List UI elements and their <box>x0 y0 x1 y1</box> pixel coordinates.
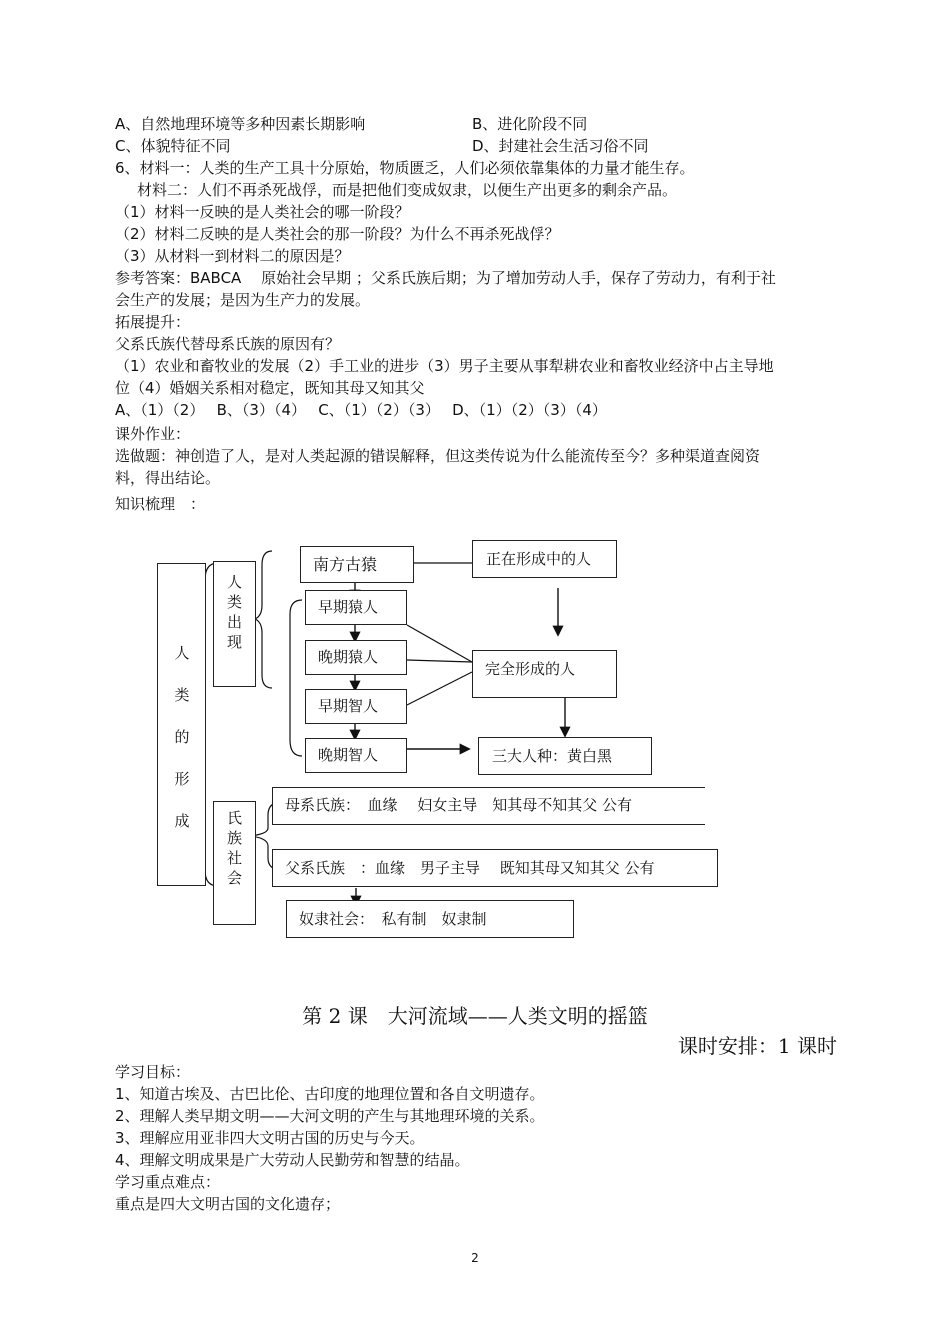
slave-society-box <box>286 900 574 938</box>
root-char-4: 形 <box>174 770 190 788</box>
late-ape-man-box <box>305 640 407 675</box>
q6-material-1: 6、材料一：人类的生产工具十分原始，物质匮乏，人们必须依靠集体的力量才能生存。 <box>115 159 695 177</box>
patrilineal-box <box>272 849 718 887</box>
branch-clan-char-1: 氏 <box>226 809 242 827</box>
root-box <box>157 563 206 886</box>
option-b: B、进化阶段不同 <box>472 115 588 133</box>
goal-4: 4、理解文明成果是广大劳动人民勤劳和智慧的结晶。 <box>115 1151 470 1169</box>
extension-items-1: （1）农业和畜牧业的发展（2）手工业的进步（3）男子主要从事犁耕农业和畜牧业经济中占主导地 <box>115 357 774 375</box>
matrilineal-label: 母系氏族： 血缘 妇女主导 知其母不知其父 公有 <box>285 796 633 814</box>
goal-1: 1、知道古埃及、古巴比伦、古印度的地理位置和各自文明遗存。 <box>115 1085 545 1103</box>
knowledge-heading: 知识梳理 ： <box>115 495 206 513</box>
homework-line-1: 选做题：神创造了人，是对人类起源的错误解释，但这类传说为什么能流传至今？多种渠道查阅资 <box>115 447 761 465</box>
extension-items-2: 位（4）婚姻关系相对稳定，既知其母又知其父 <box>115 379 425 397</box>
root-char-2: 类 <box>174 686 190 704</box>
late-homo-box <box>305 738 407 773</box>
branch-clan-char-3: 社 <box>226 849 242 867</box>
three-races-box <box>478 737 652 775</box>
early-ape-man-box <box>305 590 407 625</box>
branch-human-char-1: 人 <box>226 573 242 591</box>
branch-human-char-4: 现 <box>226 633 242 651</box>
option-d: D、封建社会生活习俗不同 <box>472 137 649 155</box>
late-homo-label: 晚期智人 <box>318 746 379 764</box>
complete-human-box <box>472 650 617 698</box>
key-heading: 学习重点难点： <box>115 1173 221 1191</box>
three-races-label: 三大人种：黄白黑 <box>492 747 613 765</box>
southern-ape-label: 南方古猿 <box>313 555 378 574</box>
answer-line-1: 参考答案：BABCA 原始社会早期 ；父系氏族后期；为了增加劳动人手，保存了劳动力，有利于社 <box>115 269 776 287</box>
goals-heading: 学习目标： <box>115 1063 191 1081</box>
branch-clan-society <box>213 801 256 925</box>
goal-3: 3、理解应用亚非四大文明古国的历史与今天。 <box>115 1129 425 1147</box>
q6-question-3: （3）从材料一到材料二的原因是？ <box>115 247 350 265</box>
homework-line-2: 料，得出结论。 <box>115 469 221 487</box>
complete-human-label: 完全形成的人 <box>485 660 576 678</box>
answer-line-2: 会生产的发展；是因为生产力的发展。 <box>115 291 371 309</box>
lesson-hours: 课时安排：1 课时 <box>677 1034 837 1058</box>
extension-choices: A、（1）（2） B、（3）（4） C、（1）（2）（3） D、（1）（2）（3）（4） <box>115 401 607 419</box>
early-ape-man-label: 早期猿人 <box>318 598 379 616</box>
southern-ape-box <box>300 546 414 583</box>
extension-heading: 拓展提升： <box>115 313 191 331</box>
early-homo-box <box>305 689 407 724</box>
root-char-3: 的 <box>174 728 190 746</box>
branch-clan-char-2: 族 <box>226 829 242 847</box>
key-point: 重点是四大文明古国的文化遗存； <box>115 1195 341 1213</box>
root-char-5: 成 <box>174 812 190 830</box>
option-a: A、自然地理环境等多种因素长期影响 <box>115 115 366 133</box>
forming-human-box <box>472 540 617 578</box>
branch-human-appearance <box>213 561 256 687</box>
patrilineal-label: 父系氏族 ：血缘 男子主导 既知其母又知其父 公有 <box>285 859 655 877</box>
matrilineal-box <box>272 787 705 825</box>
lesson-title: 第 2 课 大河流域——人类文明的摇篮 <box>302 1004 648 1028</box>
option-c: C、体貌特征不同 <box>115 137 231 155</box>
root-char-1: 人 <box>174 644 190 662</box>
branch-clan-char-4: 会 <box>226 869 242 887</box>
branch-human-char-2: 类 <box>226 593 242 611</box>
goal-2: 2、理解人类早期文明——大河文明的产生与其地理环境的关系。 <box>115 1107 545 1125</box>
forming-human-label: 正在形成中的人 <box>486 550 592 568</box>
q6-material-2: 材料二：人们不再杀死战俘，而是把他们变成奴隶，以便生产出更多的剩余产品。 <box>137 181 678 199</box>
q6-question-2: （2）材料二反映的是人类社会的那一阶段？为什么不再杀死战俘？ <box>115 225 560 243</box>
page-number: 2 <box>471 1251 479 1265</box>
slave-society-label: 奴隶社会： 私有制 奴隶制 <box>299 910 487 928</box>
early-homo-label: 早期智人 <box>318 697 379 715</box>
extension-question: 父系氏族代替母系氏族的原因有？ <box>115 335 341 353</box>
q6-question-1: （1）材料一反映的是人类社会的哪一阶段？ <box>115 203 410 221</box>
homework-heading: 课外作业： <box>115 425 191 443</box>
late-ape-man-label: 晚期猿人 <box>318 648 379 666</box>
branch-human-char-3: 出 <box>226 613 242 631</box>
